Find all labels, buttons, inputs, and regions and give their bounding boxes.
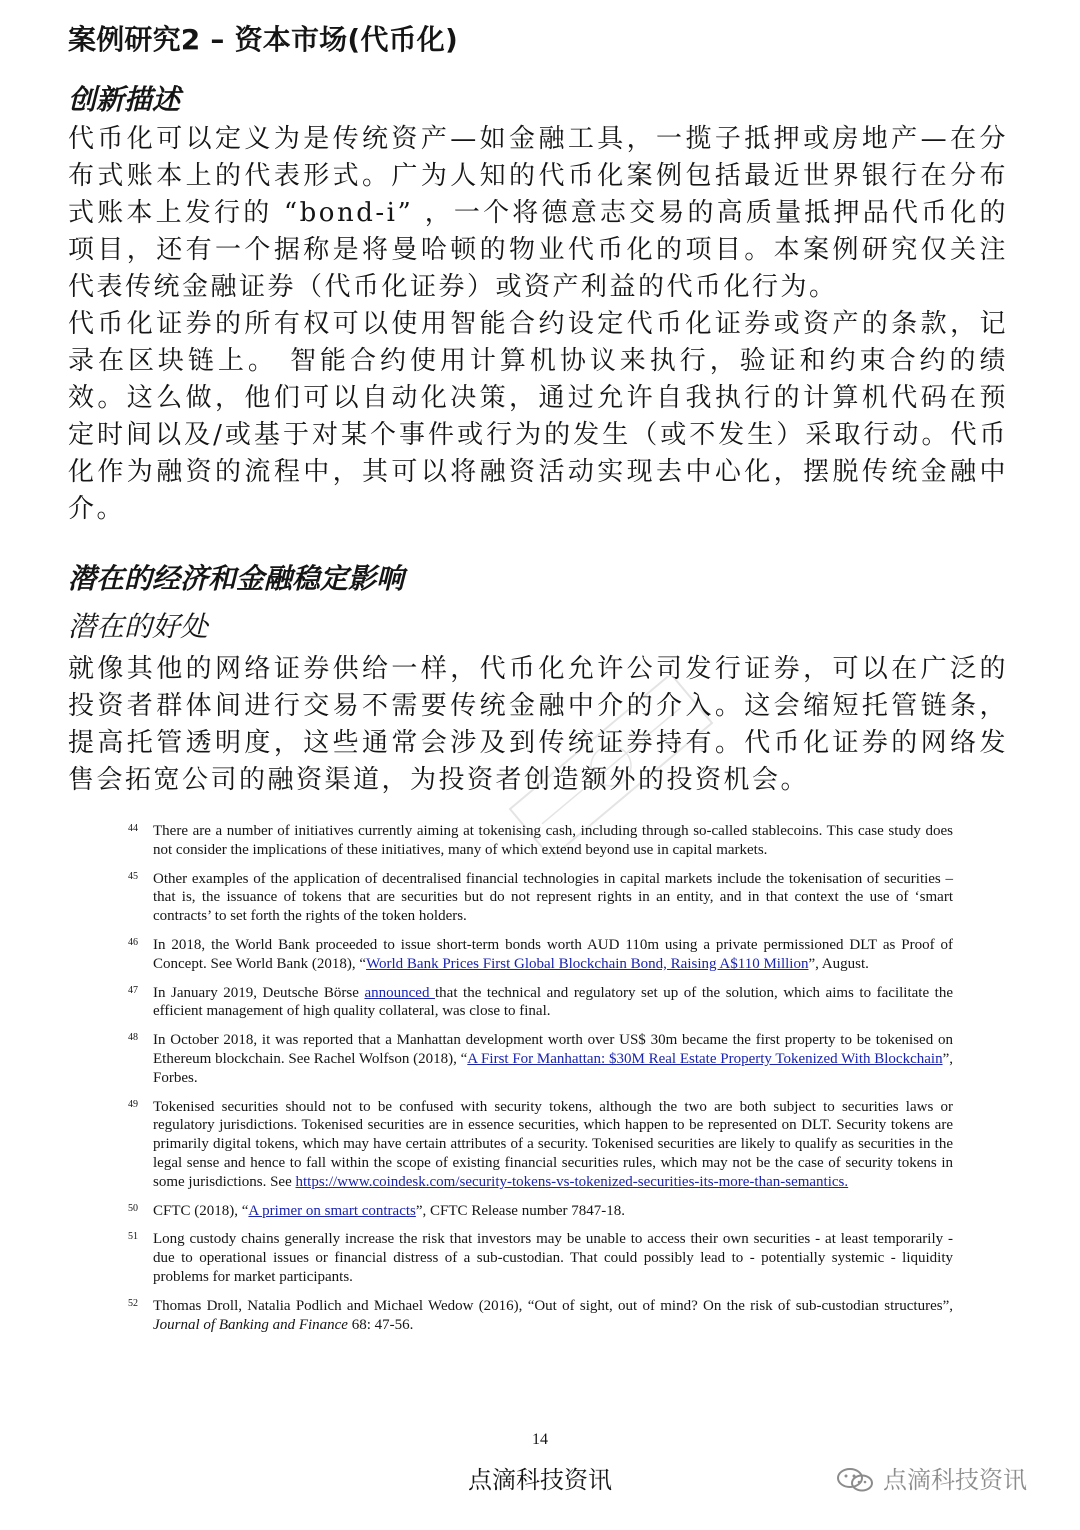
footnote-text: Other examples of the application of decentralised financial technologies in capital markets include the tokenisation of securities – that is, the issuance of tokens that are securities but do not represent rights in an entity, and in that context the use of ‘smart contracts’ to set forth the rights of the token holders.: [153, 870, 953, 925]
footnote-text: ”, CFTC Release number 7847-18.: [415, 1202, 626, 1219]
deutsche-boerse-link[interactable]: announced: [364, 984, 435, 1001]
innovation-description: [68, 121, 1008, 528]
footnote-number: 46: [128, 936, 138, 948]
footnote-number: 48: [128, 1032, 138, 1044]
innovation-paragraph-1: 代币化可以定义为是传统资产—如金融工具，一揽子抵押或房地产—在分布式账本上的代表形式。广为人知的代币化案例包括最近世界银行在分布式账本上发行的 “bond-i” ，一个将德意志交易的高质量抵押品代币化的项目，还有一个据称是将曼哈顿的物业代币化的项目。本案例研究仅关注代表传统金融证券（代币化证券）或资产利益的代币化行为。: [68, 124, 1008, 302]
footnote-52: [128, 1297, 953, 1335]
footnote-text: Tokenised securities should not to be confused with security tokens, although the two are both subject to securities laws or regulatory jurisdictions. Tokenised securities are in essence securities, which happen to be represented on DLT. Security tokens are primarily digital tokens, which may have certain attributes of a security. Tokenised securities are likely to qualify as securities in the legal sense and hence to fall within the scope of existing financial securities rules, which may not be the case of security tokens in some jurisdictions. See: [153, 1098, 953, 1190]
bottom-source-text: 点滴科技资讯: [468, 1466, 612, 1494]
footnote-number: 47: [128, 984, 138, 996]
footnote-text: In January 2019, Deutsche Börse: [153, 984, 365, 1001]
benefits-subheading: 潜在的好处: [68, 610, 209, 643]
footnote-text: There are a number of initiatives currently aiming at tokenising cash, including through so-called stablecoins. This case study does not consider the implications of these initiatives, many of which extend beyond use in capital markets.: [153, 823, 953, 858]
footnote-text: In October 2018, it was reported that a Manhattan development worth over US$ 30m became the first property to be tokenised on Ethereum blockchain. See Rachel Wolfson (2018), “: [153, 1032, 953, 1067]
footnote-51: [128, 1230, 953, 1286]
journal-title: Journal of Banking and Finance: [153, 1316, 348, 1333]
footnote-text: In 2018, the World Bank proceeded to issue short-term bonds worth AUD 110m using a private permissioned DLT as Proof of Concept. See World Bank (2018), “: [153, 936, 953, 972]
impact-heading: 潜在的经济和金融稳定影响: [68, 562, 405, 595]
benefits-paragraph: [68, 651, 1008, 799]
footnote-number: 51: [128, 1231, 138, 1243]
innovation-paragraph-2: 代币化证券的所有权可以使用智能合约设定代币化证券或资产的条款，记录在区块链上。 智能合约使用计算机协议来执行，验证和约束合约的绩效。这么做，他们可以自动化决策，通过允许自我执行的计算机代码在预定时间以及/或基于对某个事件或行为的发生（或不发生）采取行动。代币化作为融资的流程中，其可以将融资活动实现去中心化，摆脱传统金融中介。: [68, 309, 1008, 524]
footnote-text: Thomas Droll, Natalia Podlich and Michael Wedow (2016), “Out of sight, out of mind? On the risk of sub-custodian structures”,: [153, 1297, 953, 1314]
footnote-number: 52: [128, 1297, 138, 1309]
footnote-number: 49: [128, 1098, 138, 1110]
footnote-text: ”, August.: [808, 955, 869, 972]
footnotes: [128, 822, 953, 1344]
footnote-47: [128, 984, 953, 1022]
world-bank-link[interactable]: World Bank Prices First Global Blockchain Bond, Raising A$110 Million: [366, 955, 809, 972]
footnote-text: ”, Forbes.: [153, 1050, 953, 1086]
coindesk-link[interactable]: https://www.coindesk.com/security-tokens-vs-tokenized-securities-its-more-than-semantics.: [295, 1173, 849, 1190]
footnote-number: 44: [128, 823, 138, 834]
footnote-48: [128, 1031, 953, 1087]
footnote-number: 50: [128, 1202, 138, 1214]
wechat-icon: [835, 1465, 877, 1495]
footnote-number: 45: [128, 870, 138, 882]
footnote-46: [128, 936, 953, 974]
case-study-title: 案例研究2 – 资本市场(代币化): [68, 23, 458, 56]
footnote-text: that the technical and regulatory set up of the solution, which aims to facilitate the efficient management of high quality collateral, was close to final.: [153, 984, 953, 1020]
footnote-45: [128, 870, 953, 926]
footnote-49: [128, 1098, 953, 1192]
watermark-text: 点滴科技资讯: [883, 1466, 1027, 1494]
footnote-50: [128, 1202, 953, 1221]
page-number: 14: [532, 1431, 548, 1448]
footnote-text: CFTC (2018), “: [153, 1202, 249, 1219]
footnote-44: [128, 822, 953, 860]
innovation-heading: 创新描述: [68, 83, 181, 116]
cftc-primer-link[interactable]: A primer on smart contracts: [248, 1202, 416, 1219]
footnote-text: 68: 47-56.: [347, 1316, 414, 1333]
benefits-text: 就像其他的网络证券供给一样，代币化允许公司发行证券，可以在广泛的投资者群体间进行交易不需要传统金融中介的介入。这会缩短托管链条，提高托管透明度，这些通常会涉及到传统证券持有。代币化证券的网络发售会拓宽公司的融资渠道，为投资者创造额外的投资机会。: [68, 654, 1008, 795]
footnote-text: Long custody chains generally increase the risk that investors may be unable to access their own securities - at least temporarily - due to operational issues or financial distress of a sub-custodian. That could possibly lead to - potentially systemic - liquidity problems for market participants.: [153, 1231, 953, 1285]
wechat-watermark: [835, 1462, 1047, 1498]
forbes-article-link[interactable]: A First For Manhattan: $30M Real Estate Property Tokenized With Blockchain: [467, 1050, 943, 1067]
